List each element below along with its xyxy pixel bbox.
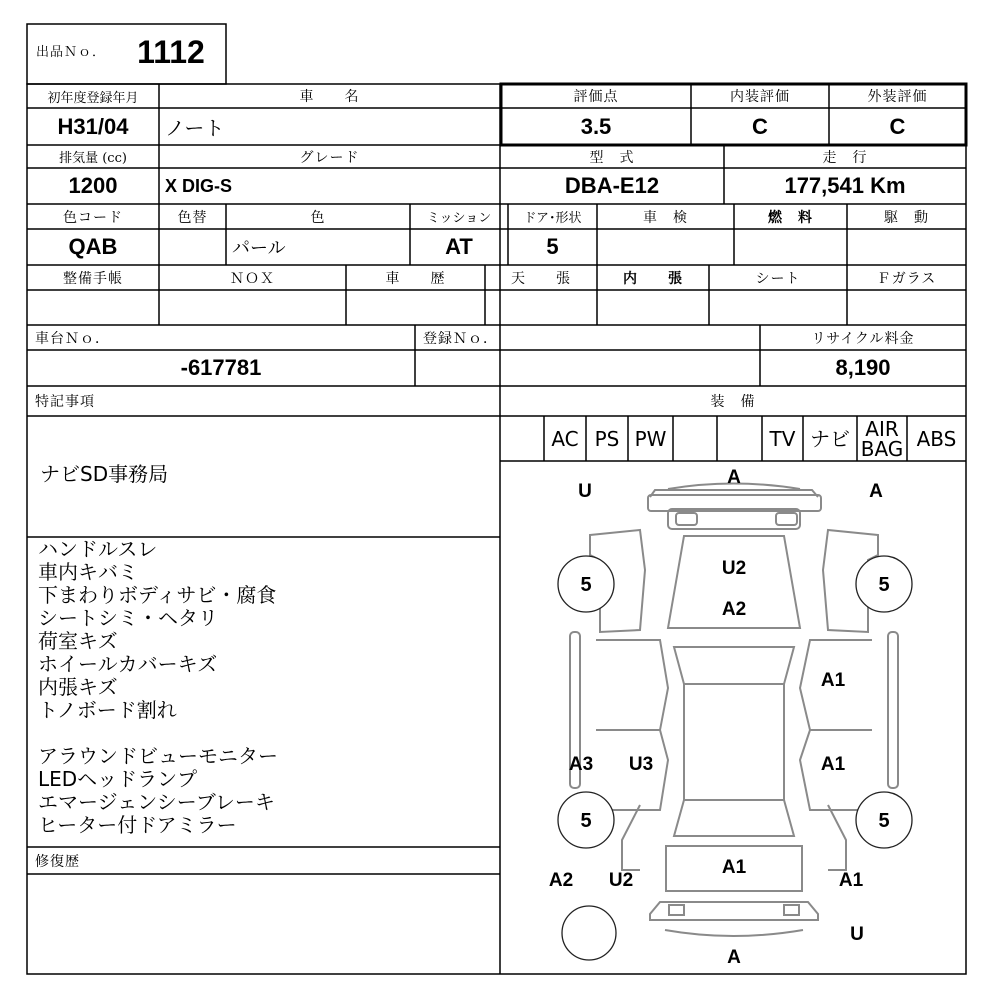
remarks-line: 車内キバミ — [38, 560, 138, 584]
grade-value: X DIG-S — [165, 175, 233, 196]
damage-front-right: A — [869, 481, 883, 502]
remarks-line: ホイールカバーキズ — [38, 652, 218, 676]
color-value: パール — [232, 238, 286, 259]
wheel-rl-grade: 5 — [580, 810, 592, 832]
remarks-line — [38, 722, 493, 745]
fuel-value — [734, 229, 847, 265]
equipment-pw: PW — [634, 426, 667, 451]
nox-label: ＮＯＸ — [230, 270, 275, 287]
equipment-airbag: AIR BAG — [860, 416, 904, 461]
score-value: 3.5 — [580, 113, 612, 139]
remarks-line: エマージェンシーブレーキ — [38, 790, 275, 814]
registration-number-value — [415, 350, 760, 386]
front-glass-label: Ｆガラス — [876, 270, 937, 287]
color-code-value: QAB — [68, 234, 118, 259]
exterior-grade-value: C — [889, 113, 906, 139]
equipment-abs: ABS — [916, 426, 957, 451]
drive-value — [847, 229, 966, 265]
registration-label: 初年度登録年月 — [47, 90, 139, 106]
equipment-label: 装 備 — [710, 394, 756, 410]
damage-right-front-door: A1 — [820, 670, 846, 691]
remarks-line: 内張キズ — [38, 675, 118, 699]
damage-left-side-1: A3 — [568, 754, 594, 775]
mission-value: AT — [445, 234, 473, 259]
equipment-blank-3 — [717, 416, 762, 461]
equipment-blank-1 — [500, 416, 544, 461]
remarks-list — [38, 538, 493, 837]
equipment-navi: ナビ — [810, 426, 850, 451]
spare-wheel-icon — [562, 906, 616, 960]
damage-rear-bottom-a: A — [727, 947, 741, 968]
wheel-rr-grade: 5 — [878, 810, 890, 832]
wheel-fl-grade: 5 — [580, 574, 592, 596]
remarks-line: ハンドルスレ — [38, 537, 158, 561]
wheel-fr-grade: 5 — [878, 574, 890, 596]
history-label: 車 歴 — [385, 270, 446, 287]
remarks-line: ヒーター付ドアミラー — [38, 813, 237, 837]
grade-label: グレード — [299, 149, 360, 166]
recycle-fee-value: 8,190 — [835, 355, 891, 380]
recycle-fee-label: リサイクル料金 — [811, 330, 915, 347]
remarks-line: 下まわりボディサビ・腐食 — [38, 583, 277, 607]
chassis-number-label: 車台Ｎｏ． — [35, 330, 110, 347]
lot-number: 1112 — [137, 33, 205, 70]
remarks-line: トノボード割れ — [38, 698, 177, 722]
inspection-value — [597, 229, 734, 265]
service-book-label: 整備手帳 — [63, 270, 123, 287]
interior-trim-label: 内 張 — [623, 270, 683, 287]
drive-label: 駆 動 — [884, 209, 929, 226]
remarks-line: 荷室キズ — [38, 629, 118, 653]
chassis-number-value: -617781 — [180, 355, 262, 380]
displacement-value: 1200 — [68, 173, 118, 198]
color-change-value — [159, 229, 226, 265]
car-name-label: 車 名 — [299, 89, 360, 105]
remarks-line: LEDヘッドランプ — [38, 767, 198, 791]
car-damage-diagram — [500, 461, 966, 973]
registration-number-label: 登録Ｎｏ． — [423, 330, 498, 347]
damage-hood-2: A2 — [721, 599, 747, 620]
damage-right-rear-door: A1 — [820, 754, 846, 775]
equipment-ac: AC — [551, 426, 579, 451]
damage-front-left: U — [578, 481, 592, 502]
roof-lining-label: 天 張 — [511, 270, 571, 287]
inspection-label: 車 検 — [643, 209, 688, 226]
repair-history-label: 修復歴 — [35, 853, 80, 870]
remarks-first-line: ナビSD事務局 — [40, 462, 169, 486]
displacement-label: 排気量 (cc) — [59, 151, 127, 166]
model-label: 型 式 — [589, 149, 635, 166]
damage-left-side-2: U3 — [628, 754, 654, 775]
exterior-grade-label: 外装評価 — [867, 89, 928, 105]
damage-rear-left-1: A2 — [548, 870, 574, 891]
remarks-label: 特記事項 — [35, 394, 95, 410]
damage-rear-left-2: U2 — [608, 870, 634, 891]
equipment-blank-2 — [673, 416, 717, 461]
damage-front-top: A — [727, 467, 741, 488]
color-code-label: 色コード — [63, 209, 123, 226]
door-label: ドア･形状 — [523, 211, 582, 226]
color-label: 色 — [310, 209, 326, 226]
lot-label: 出品Ｎｏ． — [36, 44, 107, 60]
damage-trunk: A1 — [721, 857, 747, 878]
model-value: DBA-E12 — [564, 173, 660, 198]
mission-label: ミッション — [426, 211, 492, 226]
color-change-label: 色替 — [177, 209, 208, 226]
equipment-ps: PS — [594, 426, 620, 451]
interior-grade-value: C — [752, 113, 768, 139]
registration-value: H31/04 — [57, 113, 129, 139]
interior-grade-label: 内装評価 — [730, 89, 790, 105]
damage-rear-bottom-u: U — [850, 924, 864, 945]
car-name-value: ノート — [165, 116, 225, 140]
remarks-line: アラウンドビューモニター — [38, 744, 278, 768]
seat-label: シート — [755, 270, 801, 287]
equipment-tv: TV — [769, 426, 796, 451]
damage-hood-1: U2 — [721, 558, 747, 579]
remarks-line: シートシミ・ヘタリ — [38, 606, 218, 630]
mileage-value: 177,541 Km — [784, 173, 906, 198]
door-value: 5 — [546, 234, 559, 259]
fuel-label: 燃 料 — [768, 209, 813, 226]
mileage-label: 走 行 — [822, 149, 868, 166]
damage-rear-right: A1 — [838, 870, 864, 891]
score-label: 評価点 — [573, 89, 619, 105]
